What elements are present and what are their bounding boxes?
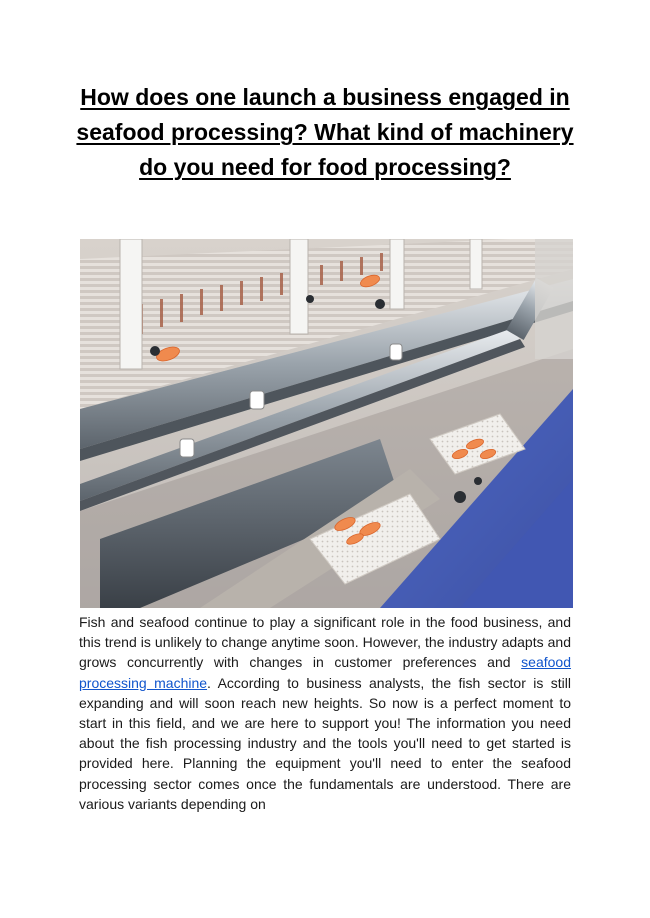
seafood-processing-machine-link[interactable]: seafood processing machine	[79, 654, 571, 691]
seafood-processing-machine-image	[80, 239, 573, 608]
paragraph-text-before-link: Fish and seafood continue to play a significant role in the food business, and this trend is unlikely to change anytime soon. However, the industry adapts and grows concurrently with changes in customer preferences and	[79, 614, 571, 671]
page-title: How does one launch a business engaged in seafood processing? What kind of machinery do you need for food processing?	[76, 84, 574, 180]
paragraph-text-after-link: . According to business analysts, the fish sector is still expanding and will soon reach new heights. So now is a perfect moment to start in this field, and we are here to support you! The information you need about the fish processing industry and the tools you'll need to get started is provided here. Planning the equipment you'll need to enter the seafood processing sector comes once the fundamentals are understood. There are various variants depending on	[79, 674, 572, 812]
article-paragraph	[79, 612, 571, 814]
